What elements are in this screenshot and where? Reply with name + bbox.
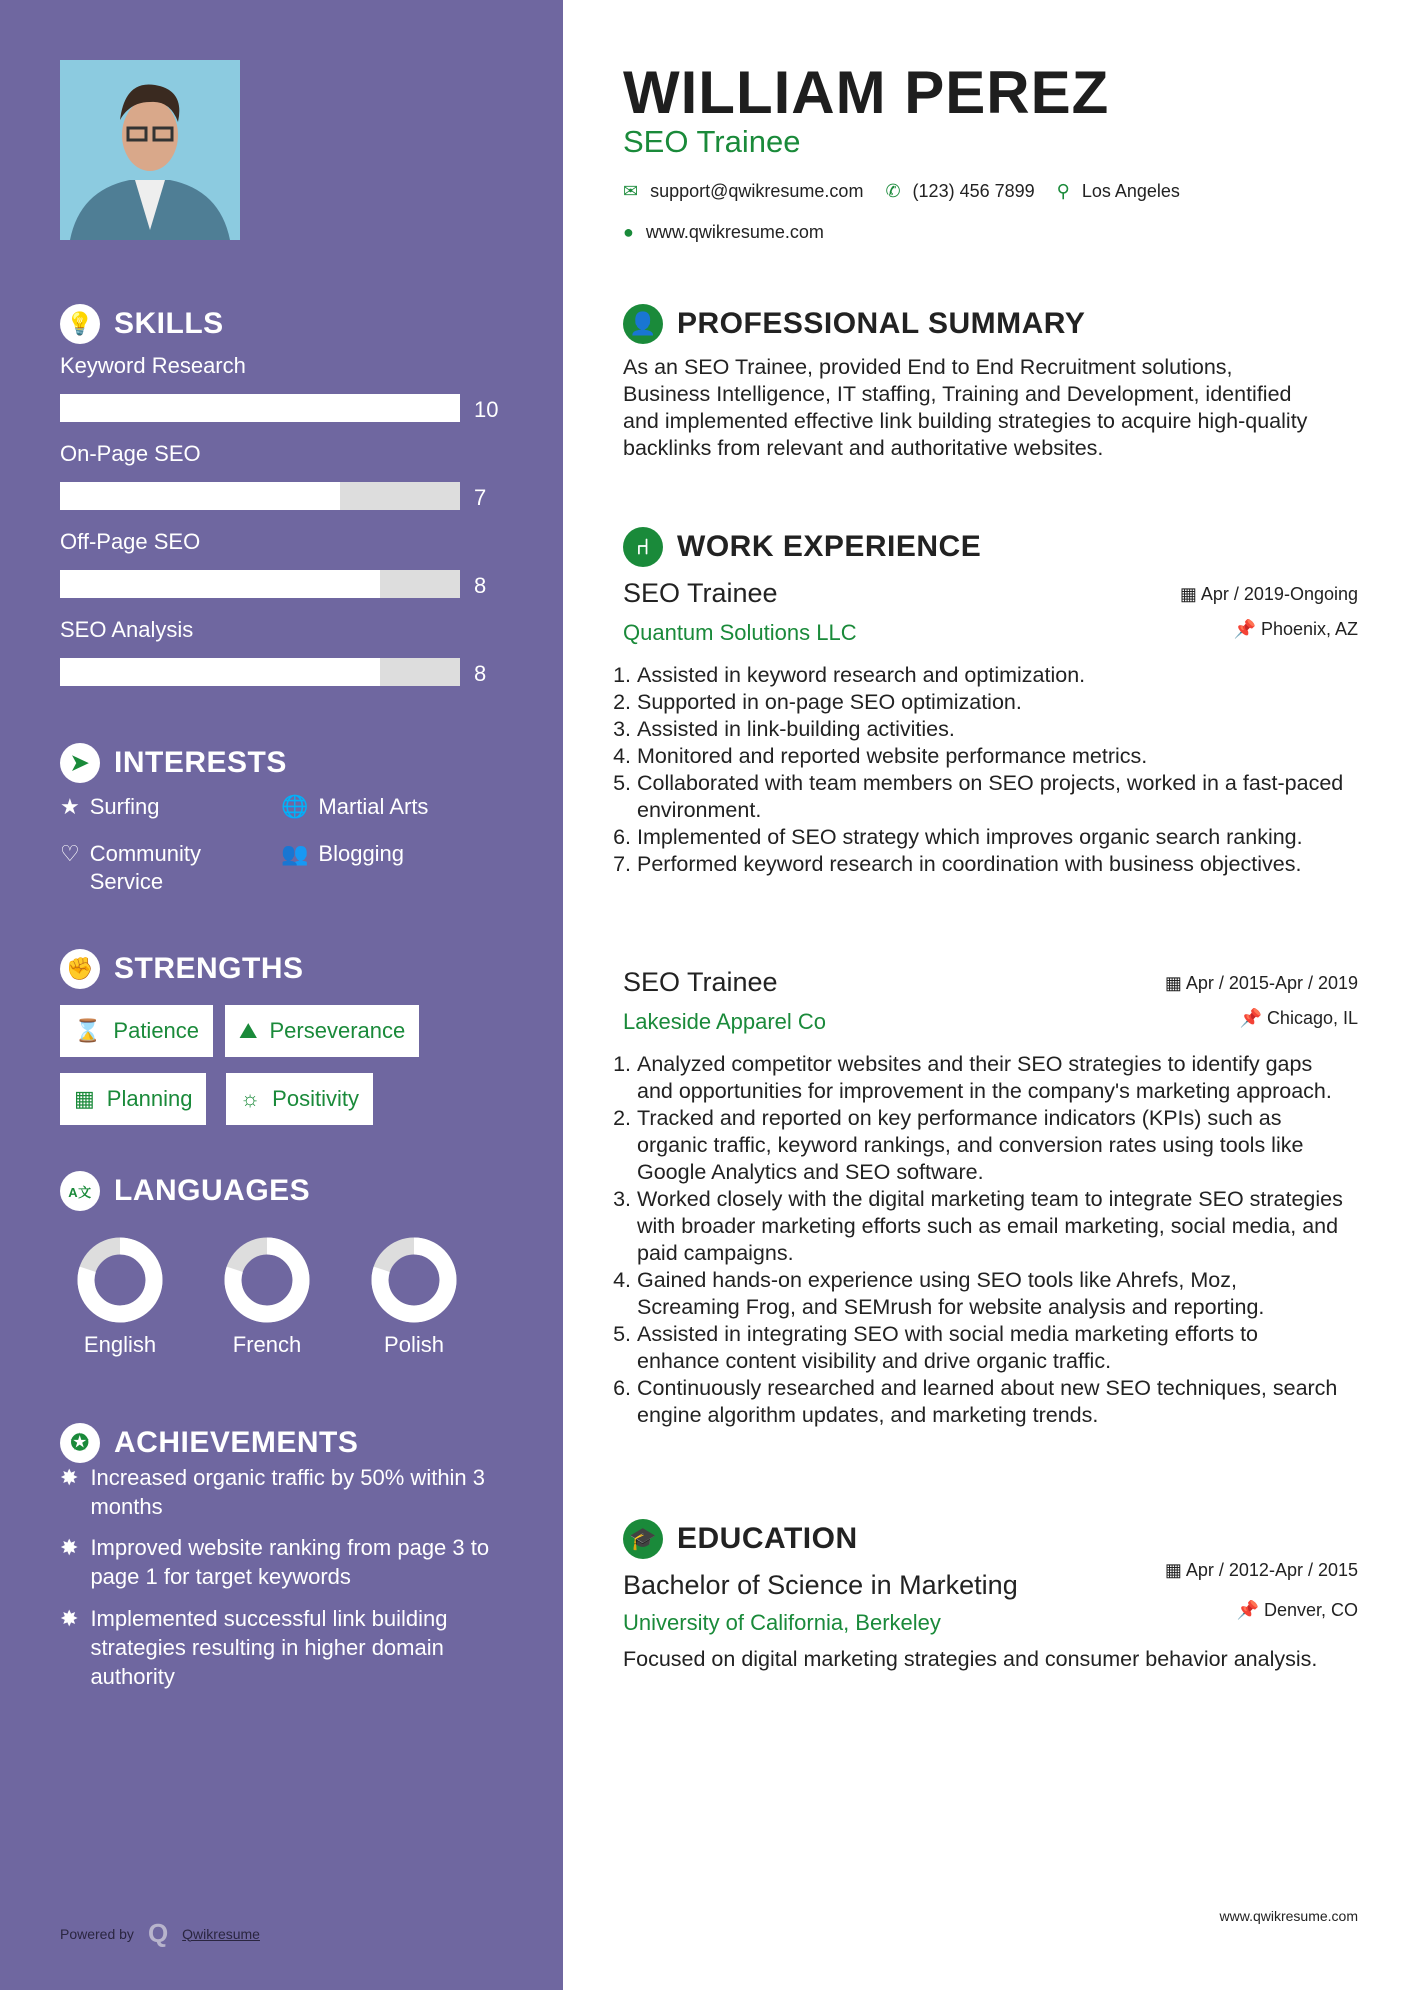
- responsibility-list: [619, 1051, 1344, 1429]
- phone-icon: ✆: [885, 181, 901, 201]
- interest-item: 🌐 Martial Arts: [281, 794, 429, 819]
- language-label: English: [83, 1332, 157, 1357]
- location: Los Angeles: [1081, 181, 1180, 201]
- school: University of California, Berkeley: [623, 1610, 941, 1635]
- phone: (123) 456 7899: [912, 181, 1035, 201]
- achievement-item: ✸ Improved website ranking from page 3 to page 1 for target keywords: [60, 1535, 490, 1589]
- responsibility-item: 2. Tracked and reported on key performance indicators (KPIs) such as organic traffic, keyword rankings, and conversion rates using tools like Google Analytics and SEO software.: [637, 1105, 1344, 1186]
- skill-bar: [60, 394, 460, 422]
- achievement-item: ✸ Increased organic traffic by 50% within 3 months: [60, 1465, 486, 1519]
- location-pin-icon: ⚲: [1056, 181, 1070, 201]
- users-icon: 👥: [281, 841, 309, 866]
- responsibility-list: [619, 662, 1344, 878]
- calendar-icon: ▦: [74, 1086, 95, 1111]
- skill-bar: [60, 570, 460, 598]
- lightbulb-icon: 💡: [60, 304, 100, 344]
- skill-bar: [60, 482, 460, 510]
- skill-label: Keyword Research: [60, 353, 246, 378]
- paper-plane-icon: ➤: [60, 743, 100, 783]
- education-heading: 🎓 EDUCATION: [623, 1519, 1358, 1559]
- job-dates: ▦ Apr / 2015-Apr / 2019: [1164, 973, 1358, 993]
- skill-value: 8: [474, 661, 487, 686]
- job-location: 📌 Chicago, IL: [1239, 1008, 1358, 1028]
- skill-label: On-Page SEO: [60, 441, 201, 466]
- responsibility-item: 4. Monitored and reported website performance metrics.: [637, 743, 1344, 770]
- skill-bar-fill: [60, 658, 380, 686]
- language-label: Polish: [384, 1332, 444, 1357]
- footer-website[interactable]: www.qwikresume.com: [1219, 1908, 1358, 1924]
- responsibility-item: 2. Supported in on-page SEO optimization.: [637, 689, 1344, 716]
- responsibility-item: 7. Performed keyword research in coordination with business objectives.: [637, 851, 1344, 878]
- education-location: 📌 Denver, CO: [1236, 1600, 1358, 1620]
- job-title: SEO Trainee: [623, 124, 801, 159]
- star-icon: ✸: [60, 1465, 79, 1490]
- chair-icon: ⑁: [623, 527, 663, 567]
- responsibility-item: 5. Collaborated with team members on SEO projects, worked in a fast-paced environment.: [637, 770, 1344, 824]
- interest-item: ♡ Community Service: [60, 841, 201, 894]
- calendar-icon: ▦: [1164, 1560, 1186, 1580]
- website-link[interactable]: www.qwikresume.com: [645, 222, 824, 242]
- languages-heading: A文 LANGUAGES: [60, 1171, 310, 1211]
- responsibility-item: 4. Gained hands-on experience using SEO tools like Ahrefs, Moz, Screaming Frog, and SEMrush for website analysis and reporting.: [637, 1267, 1344, 1321]
- qwikresume-link[interactable]: Qwikresume: [182, 1925, 260, 1942]
- sidebar: [0, 0, 563, 1990]
- achievements-heading: ✪ ACHIEVEMENTS: [60, 1423, 358, 1463]
- star-icon: ✸: [60, 1606, 79, 1631]
- calendar-icon: ▦: [1179, 584, 1201, 604]
- interest-item: 👥 Blogging: [281, 841, 405, 866]
- interest-item: ★ Surfing: [60, 794, 160, 819]
- skill-bar: [60, 658, 460, 686]
- skill-label: Off-Page SEO: [60, 529, 201, 554]
- profile-photo: [60, 60, 240, 240]
- education-dates: ▦ Apr / 2012-Apr / 2015: [1164, 1560, 1358, 1580]
- responsibility-item: 1. Analyzed competitor websites and their SEO strategies to identify gaps and opportunities for improvement in the company's marketing approach.: [637, 1051, 1344, 1105]
- responsibility-item: 6. Implemented of SEO strategy which improves organic search ranking.: [637, 824, 1344, 851]
- binoculars-icon: ⛰: [239, 1018, 258, 1043]
- language-donut: [75, 1235, 165, 1325]
- skill-bar-fill: [60, 570, 380, 598]
- strength-chip: ▦ Planning: [60, 1073, 206, 1125]
- star-badge-icon: ✪: [60, 1423, 100, 1463]
- job-dates: ▦ Apr / 2019-Ongoing: [1179, 584, 1358, 604]
- pin-icon: 📌: [1239, 1008, 1267, 1028]
- calendar-icon: ▦: [1164, 973, 1186, 993]
- heart-hand-icon: ♡: [60, 841, 80, 866]
- skill-bar-fill: [60, 482, 340, 510]
- strengths-heading: ✊ STRENGTHS: [60, 949, 304, 989]
- sun-icon: ☼: [240, 1086, 261, 1111]
- responsibility-item: 3. Assisted in link-building activities.: [637, 716, 1344, 743]
- strength-chip: ⛰ Perseverance: [225, 1005, 419, 1057]
- star-icon: ★: [60, 794, 80, 819]
- language-donut: [222, 1235, 312, 1325]
- website-row: [623, 222, 1358, 243]
- summary-heading: 👤 PROFESSIONAL SUMMARY: [623, 304, 1358, 344]
- user-icon: 👤: [623, 304, 663, 344]
- star-icon: ✸: [60, 1535, 79, 1560]
- fist-icon: ✊: [60, 949, 100, 989]
- achievement-item: ✸ Implemented successful link building strategies resulting in higher domain authority: [60, 1606, 448, 1689]
- strength-chip: ⌛ Patience: [60, 1005, 213, 1057]
- education-text: Focused on digital marketing strategies and consumer behavior analysis.: [623, 1647, 1318, 1671]
- qwikresume-logo-icon: Q: [147, 1918, 169, 1948]
- interests-heading: ➤ INTERESTS: [60, 743, 287, 783]
- email-link[interactable]: support@qwikresume.com: [650, 181, 864, 201]
- job-position: SEO Trainee: [623, 967, 778, 997]
- email-icon: ✉: [623, 181, 639, 201]
- skill-value: 8: [474, 573, 487, 598]
- graduation-icon: 🎓: [623, 1519, 663, 1559]
- contact-row: [623, 181, 1358, 202]
- job-location: 📌 Phoenix, AZ: [1233, 619, 1358, 639]
- responsibility-item: 5. Assisted in integrating SEO with social media marketing efforts to enhance content visibility and drive organic traffic.: [637, 1321, 1344, 1375]
- strength-chip: ☼ Positivity: [226, 1073, 373, 1125]
- experience-heading: ⑁ WORK EXPERIENCE: [623, 527, 1358, 567]
- powered-by: Powered by Q Qwikresume: [60, 1918, 260, 1948]
- skill-value: 10: [474, 397, 499, 422]
- pin-icon: 📌: [1233, 619, 1261, 639]
- skills-heading: 💡 SKILLS: [60, 304, 224, 344]
- globe-icon: ●: [623, 222, 634, 242]
- skill-label: SEO Analysis: [60, 617, 194, 642]
- skill-value: 7: [474, 485, 487, 510]
- language-donut: [369, 1235, 459, 1325]
- company-name: Quantum Solutions LLC: [623, 620, 857, 645]
- responsibility-item: 1. Assisted in keyword research and optimization.: [637, 662, 1344, 689]
- job-position: SEO Trainee: [623, 578, 778, 608]
- globe-icon: 🌐: [281, 794, 309, 819]
- degree: Bachelor of Science in Marketing: [623, 1570, 1018, 1600]
- language-label: French: [232, 1332, 302, 1357]
- candidate-name: WILLIAM PEREZ: [623, 59, 1110, 126]
- summary-text: As an SEO Trainee, provided End to End Recruitment solutions, Business Intelligence, IT staffing, Training and Development, identified and implemented effective link building strategies to acquire high-quality backlinks from relevant and authoritative websites.: [623, 355, 1308, 460]
- translate-icon: A文: [60, 1171, 100, 1211]
- responsibility-item: 3. Worked closely with the digital marketing team to integrate SEO strategies with broader marketing efforts such as email marketing, social media, and paid campaigns.: [637, 1186, 1344, 1267]
- company-name: Lakeside Apparel Co: [623, 1009, 827, 1034]
- hourglass-icon: ⌛: [74, 1018, 102, 1043]
- pin-icon: 📌: [1236, 1600, 1264, 1620]
- skill-bar-fill: [60, 394, 460, 422]
- responsibility-item: 6. Continuously researched and learned about new SEO techniques, search engine algorithm updates, and marketing trends.: [637, 1375, 1344, 1429]
